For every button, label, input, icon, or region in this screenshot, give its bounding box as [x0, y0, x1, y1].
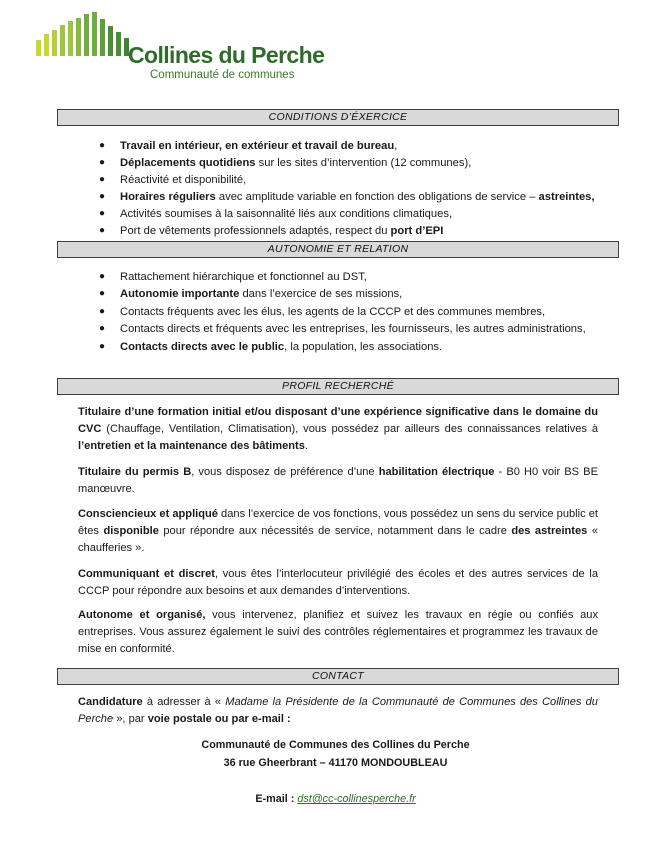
email-link[interactable]: dst@cc-collinesperche.fr [297, 793, 416, 805]
profil-paragraph-3: Consciencieux et appliqué dans l’exercice de vos fonctions, vous possédez un sens du service public et êtes disponible pour répondre aux nécessités de service, notamment dans le cadre des astreintes « chaufferies ». [78, 508, 598, 554]
bullet-icon: ● [99, 341, 106, 352]
section-header-autonomie: AUTONOMIE ET RELATION [57, 241, 619, 258]
section-header-profil: PROFIL RECHERCHÉ [57, 378, 619, 395]
bullet-icon: ● [99, 174, 106, 185]
profil-paragraph-4: Communiquant et discret, vous êtes l’interlocuteur privilégié des écoles et des autres services de la CCCP pour répondre aux besoins et aux demandes d’interventions. [78, 568, 598, 597]
email-line [0, 793, 671, 805]
logo-subtitle: Communauté de communes [150, 69, 295, 81]
profil-paragraph-1: Titulaire d’une formation initial et/ou disposant d’une expérience significative dans le domaine du CVC (Chauffage, Ventilation, Climatisation), vous possédez par ailleurs des connaissances relatives à l’entretien et la maintenance des bâtiments. [78, 406, 598, 452]
candidature-paragraph: Candidature à adresser à « Madame la Présidente de la Communauté de Communes des Collines du Perche », par voie postale ou par e-mail : [78, 696, 598, 725]
address-line-2: 36 rue Gheerbrant – 41170 MONDOUBLEAU [223, 757, 448, 769]
bullet-icon: ● [99, 306, 106, 317]
bullet-icon: ● [99, 157, 106, 168]
bullet-icon: ● [99, 271, 106, 282]
bullet-icon: ● [99, 191, 106, 202]
section-header-conditions: CONDITIONS D’ÉXERCICE [57, 109, 619, 126]
bullet-icon: ● [99, 225, 106, 236]
logo-name: Collines du Perche [128, 42, 325, 68]
section-header-contact: CONTACT [57, 668, 619, 685]
logo [36, 12, 326, 82]
bullet-icon: ● [99, 323, 106, 334]
bullet-icon: ● [99, 288, 106, 299]
email-label: E-mail : [255, 793, 298, 805]
bullet-icon: ● [99, 208, 106, 219]
address-line-1: Communauté de Communes des Collines du Perche [201, 739, 470, 751]
bullet-icon: ● [99, 140, 106, 151]
profil-paragraph-5: Autonome et organisé, vous intervenez, planifiez et suivez les travaux en régie ou confiés aux entreprises. Vous assurez également le suivi des contrôles réglementaires et programmez les travaux de mise en conformité. [78, 609, 598, 655]
profil-paragraph-2: Titulaire du permis B, vous disposez de préférence d’une habilitation électrique - B0 H0 voir BS BE manœuvre. [78, 466, 598, 495]
